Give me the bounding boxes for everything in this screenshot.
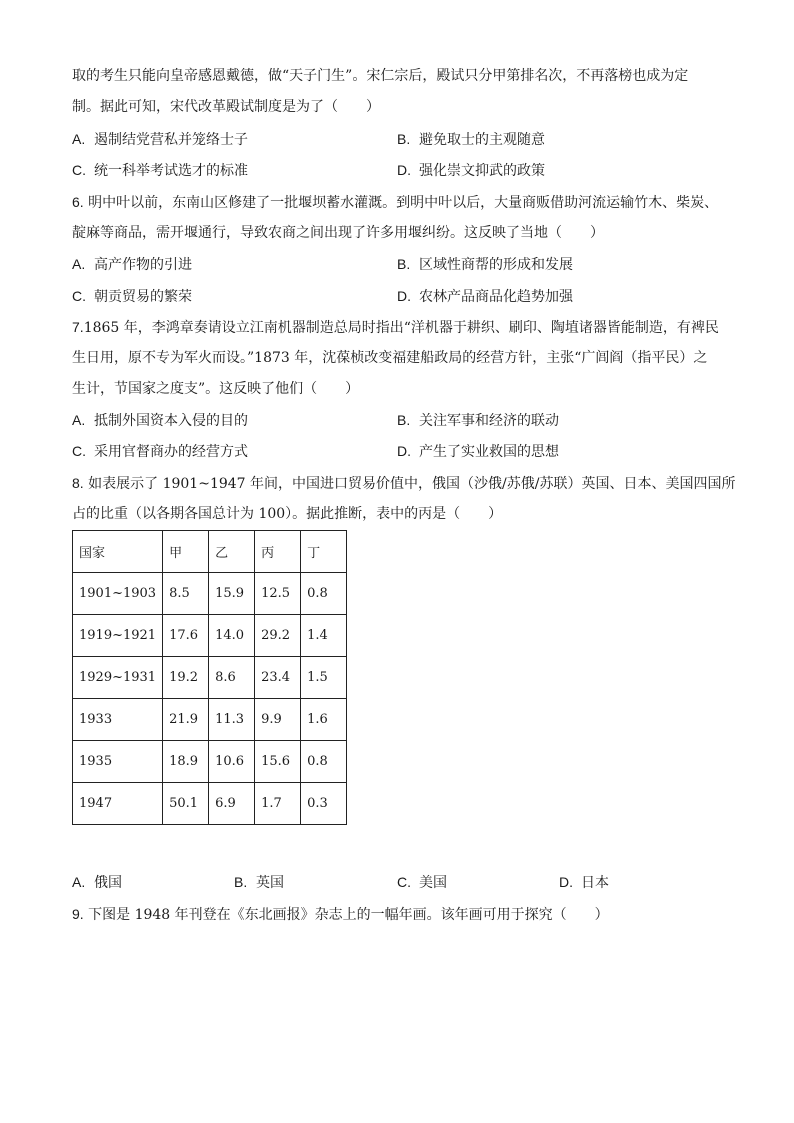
table-cell: 8.6 bbox=[209, 657, 255, 699]
q9-number: 9. bbox=[72, 906, 84, 922]
table-cell: 10.6 bbox=[209, 741, 255, 783]
q7-stem-line-1: 7.1865 年，李鸿章奏请设立江南机器制造总局时指出“洋机器于耕织、刷印、陶埴诸器皆能制造，有裨民 bbox=[72, 319, 719, 336]
q8-number: 8. bbox=[72, 475, 84, 491]
table-cell: 1901~1903 bbox=[73, 573, 163, 615]
q8-stem-line-1: 8. 如表展示了 1901~1947 年间，中国进口贸易价值中，俄国（沙俄/苏俄/苏联）英国、日本、美国四国所 bbox=[72, 475, 736, 492]
q6-option-a: A. 高产作物的引进 bbox=[72, 256, 192, 273]
q7-option-c: C. 采用官督商办的经营方式 bbox=[72, 443, 248, 460]
table-cell: 0.3 bbox=[301, 783, 347, 825]
table-cell: 15.6 bbox=[255, 741, 301, 783]
table-row bbox=[73, 699, 347, 741]
table-row bbox=[73, 657, 347, 699]
table-cell: 1929~1931 bbox=[73, 657, 163, 699]
table-cell: 23.4 bbox=[255, 657, 301, 699]
q8-option-c: C. 美国 bbox=[397, 874, 447, 891]
q8-stem-line-2: 占的比重（以各期各国总计为 100）。据此推断，表中的丙是（ ） bbox=[72, 506, 503, 522]
table-header-cell: 丁 bbox=[301, 531, 347, 573]
q7-option-a: A. 抵制外国资本入侵的目的 bbox=[72, 412, 248, 429]
table-cell: 14.0 bbox=[209, 615, 255, 657]
q5-stem-line-2: 制。据此可知，宋代改革殿试制度是为了（ ） bbox=[72, 99, 380, 115]
table-cell: 6.9 bbox=[209, 783, 255, 825]
q7-stem-line-3: 生计，节国家之度支”。这反映了他们（ ） bbox=[72, 381, 360, 397]
q5-option-b: B. 避免取士的主观随意 bbox=[397, 131, 545, 148]
table-cell: 1919~1921 bbox=[73, 615, 163, 657]
q6-option-c: C. 朝贡贸易的繁荣 bbox=[72, 288, 192, 305]
table-header-cell: 丙 bbox=[255, 531, 301, 573]
table-cell: 19.2 bbox=[163, 657, 209, 699]
table-row bbox=[73, 741, 347, 783]
table-header-cell: 国家 bbox=[73, 531, 163, 573]
q8-option-d: D. 日本 bbox=[559, 874, 609, 891]
table-cell: 1933 bbox=[73, 699, 163, 741]
q7-number: 7. bbox=[72, 319, 84, 335]
table-cell: 29.2 bbox=[255, 615, 301, 657]
q7-option-d: D. 产生了实业救国的思想 bbox=[397, 443, 559, 460]
table-cell: 21.9 bbox=[163, 699, 209, 741]
table-header-cell: 乙 bbox=[209, 531, 255, 573]
q6-number: 6. bbox=[72, 194, 84, 210]
table-cell: 1935 bbox=[73, 741, 163, 783]
table-cell: 0.8 bbox=[301, 741, 347, 783]
table-cell: 18.9 bbox=[163, 741, 209, 783]
table-cell: 12.5 bbox=[255, 573, 301, 615]
table-cell: 1.4 bbox=[301, 615, 347, 657]
q7-stem-line-2: 生日用，原不专为军火而设。”1873 年，沈葆桢改变福建船政局的经营方针，主张“广闾阎（指平民）之 bbox=[72, 350, 708, 366]
q6-option-d: D. 农林产品商品化趋势加强 bbox=[397, 288, 573, 305]
table-cell: 1.7 bbox=[255, 783, 301, 825]
table-row bbox=[73, 615, 347, 657]
table-cell: 1947 bbox=[73, 783, 163, 825]
q7-option-b: B. 关注军事和经济的联动 bbox=[397, 412, 559, 429]
table-row bbox=[73, 783, 347, 825]
table-row bbox=[73, 573, 347, 615]
table-cell: 50.1 bbox=[163, 783, 209, 825]
q5-option-d: D. 强化崇文抑武的政策 bbox=[397, 162, 545, 179]
q5-option-a: A. 遏制结党营私并笼络士子 bbox=[72, 131, 248, 148]
table-header-row bbox=[73, 531, 347, 573]
table-cell: 0.8 bbox=[301, 573, 347, 615]
q5-option-c: C. 统一科举考试选才的标准 bbox=[72, 162, 248, 179]
figure-area bbox=[72, 940, 722, 1100]
table-header-cell: 甲 bbox=[163, 531, 209, 573]
table-cell: 8.5 bbox=[163, 573, 209, 615]
q9-stem-line-1: 9. 下图是 1948 年刊登在《东北画报》杂志上的一幅年画。该年画可用于探究（ ） bbox=[72, 906, 609, 923]
q5-stem-line-1: 取的考生只能向皇帝感恩戴德，做“天子门生”。宋仁宗后，殿试只分甲第排名次，不再落榜也成为定 bbox=[72, 68, 689, 84]
q8-option-a: A. 俄国 bbox=[72, 874, 122, 891]
table-cell: 1.6 bbox=[301, 699, 347, 741]
table-cell: 11.3 bbox=[209, 699, 255, 741]
q6-stem-line-2: 靛麻等商品，需开堰通行，导致农商之间出现了许多用堰纠纷。这反映了当地（ ） bbox=[72, 225, 604, 241]
table-cell: 9.9 bbox=[255, 699, 301, 741]
q8-option-b: B. 英国 bbox=[234, 874, 284, 891]
table-cell: 1.5 bbox=[301, 657, 347, 699]
q6-option-b: B. 区域性商帮的形成和发展 bbox=[397, 256, 573, 273]
q6-stem-line-1: 6. 明中叶以前，东南山区修建了一批堰坝蓄水灌溉。到明中叶以后，大量商贩借助河流运输竹木、柴炭、 bbox=[72, 194, 719, 211]
trade-share-table bbox=[72, 530, 347, 825]
table-cell: 15.9 bbox=[209, 573, 255, 615]
table-cell: 17.6 bbox=[163, 615, 209, 657]
